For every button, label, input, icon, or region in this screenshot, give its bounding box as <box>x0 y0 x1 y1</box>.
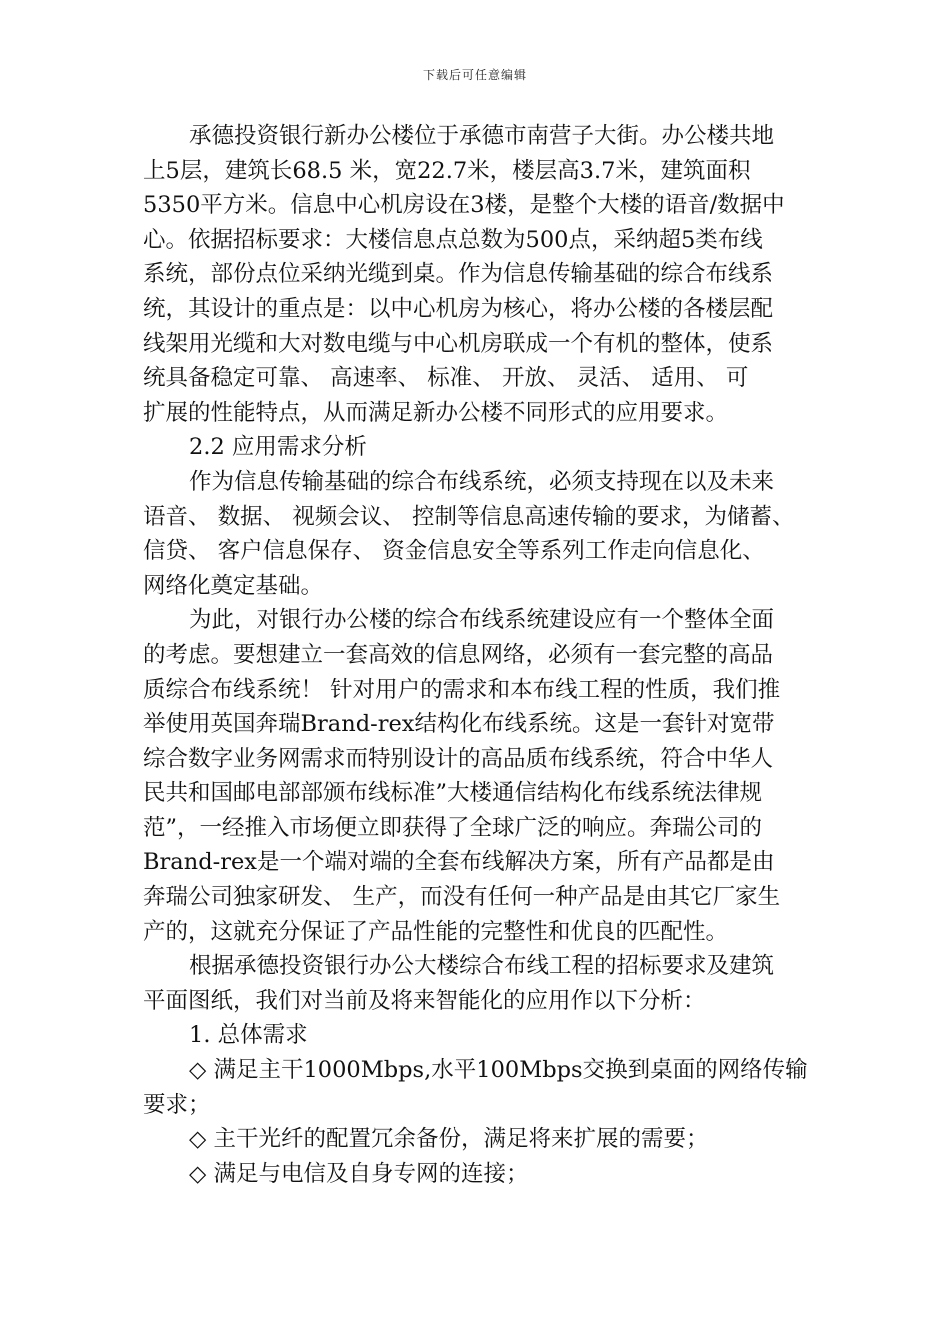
text-line: 网络化奠定基础。 <box>143 572 324 599</box>
text-line: 奔瑞公司独家研发、 生产，而没有任何一种产品是由其它厂家生 <box>143 884 781 911</box>
text-line: 5350平方米。信息中心机房设在3楼，是整个大楼的语音/数据中 <box>143 192 785 219</box>
text-line: ◇ 满足与电信及自身专网的连接； <box>189 1160 529 1187</box>
text-line: 系统，部份点位采纳光缆到桌。作为信息传输基础的综合布线系 <box>143 261 774 288</box>
text-line: 承德投资银行新办公楼位于承德市南营子大街。办公楼共地 <box>189 123 775 149</box>
text-line: 心。依据招标要求：大楼信息点总数为500点，采纳超5类布线 <box>143 226 763 253</box>
text-line: 民共和国邮电部部颁布线标准”大楼通信结构化布线系统法律规 <box>143 780 763 807</box>
text-line: 语音、 数据、 视频会议、 控制等信息高速传输的要求，为储蓄、 <box>143 503 795 530</box>
text-line: 平面图纸，我们对当前及将来智能化的应用作以下分析： <box>143 987 706 1014</box>
text-line: 质综合布线系统！ 针对用户的需求和本布线工程的性质，我们推 <box>143 676 781 703</box>
text-line: ◇ 满足主干1000Mbps,水平100Mbps交换到桌面的网络传输 <box>189 1057 808 1084</box>
text-line: Brand-rex是一个端对端的全套布线解决方案，所有产品都是由 <box>143 849 775 876</box>
text-line: 上5层，建筑长68.5 米，宽22.7米，楼层高3.7米，建筑面积 <box>143 157 751 184</box>
text-line: 扩展的性能特点，从而满足新办公楼不同形式的应用要求。 <box>143 399 729 426</box>
text-line: 线架用光缆和大对数电缆与中心机房联成一个有机的整体，使系 <box>143 330 774 357</box>
text-line: 统具备稳定可靠、 高速率、 标准、 开放、 灵活、 适用、 可 <box>143 365 749 392</box>
document-body <box>143 119 811 1191</box>
text-line: 产的，这就充分保证了产品性能的完整性和优良的匹配性。 <box>143 918 729 945</box>
text-line: 的考虑。要想建立一套高效的信息网络，必须有一套完整的高品 <box>143 641 774 668</box>
text-line: ◇ 主干光纤的配置冗余备份，满足将来扩展的需要； <box>189 1126 709 1153</box>
text-line: 举使用英国奔瑞Brand-rex结构化布线系统。这是一套针对宽带 <box>143 711 775 738</box>
text-line: 范”，一经推入市场便立即获得了全球广泛的响应。奔瑞公司的 <box>143 814 763 841</box>
text-line: 要求； <box>143 1091 211 1118</box>
text-line: 综合数字业务网需求而特别设计的高品质布线系统，符合中华人 <box>143 745 774 772</box>
text-line: 为此，对银行办公楼的综合布线系统建设应有一个整体全面 <box>189 607 775 634</box>
text-line: 根据承德投资银行办公大楼综合布线工程的招标要求及建筑 <box>189 953 775 980</box>
text-line: 作为信息传输基础的综合布线系统，必须支持现在以及未来 <box>189 468 775 495</box>
text-line: 1. 总体需求 <box>189 1022 308 1049</box>
text-line: 统，其设计的重点是：以中心机房为核心，将办公楼的各楼层配 <box>143 295 774 322</box>
text-line: 2.2 应用需求分析 <box>189 434 367 461</box>
text-line: 信贷、 客户信息保存、 资金信息安全等系列工作走向信息化、 <box>143 538 765 565</box>
page-header: 下载后可任意编辑 <box>422 68 527 82</box>
